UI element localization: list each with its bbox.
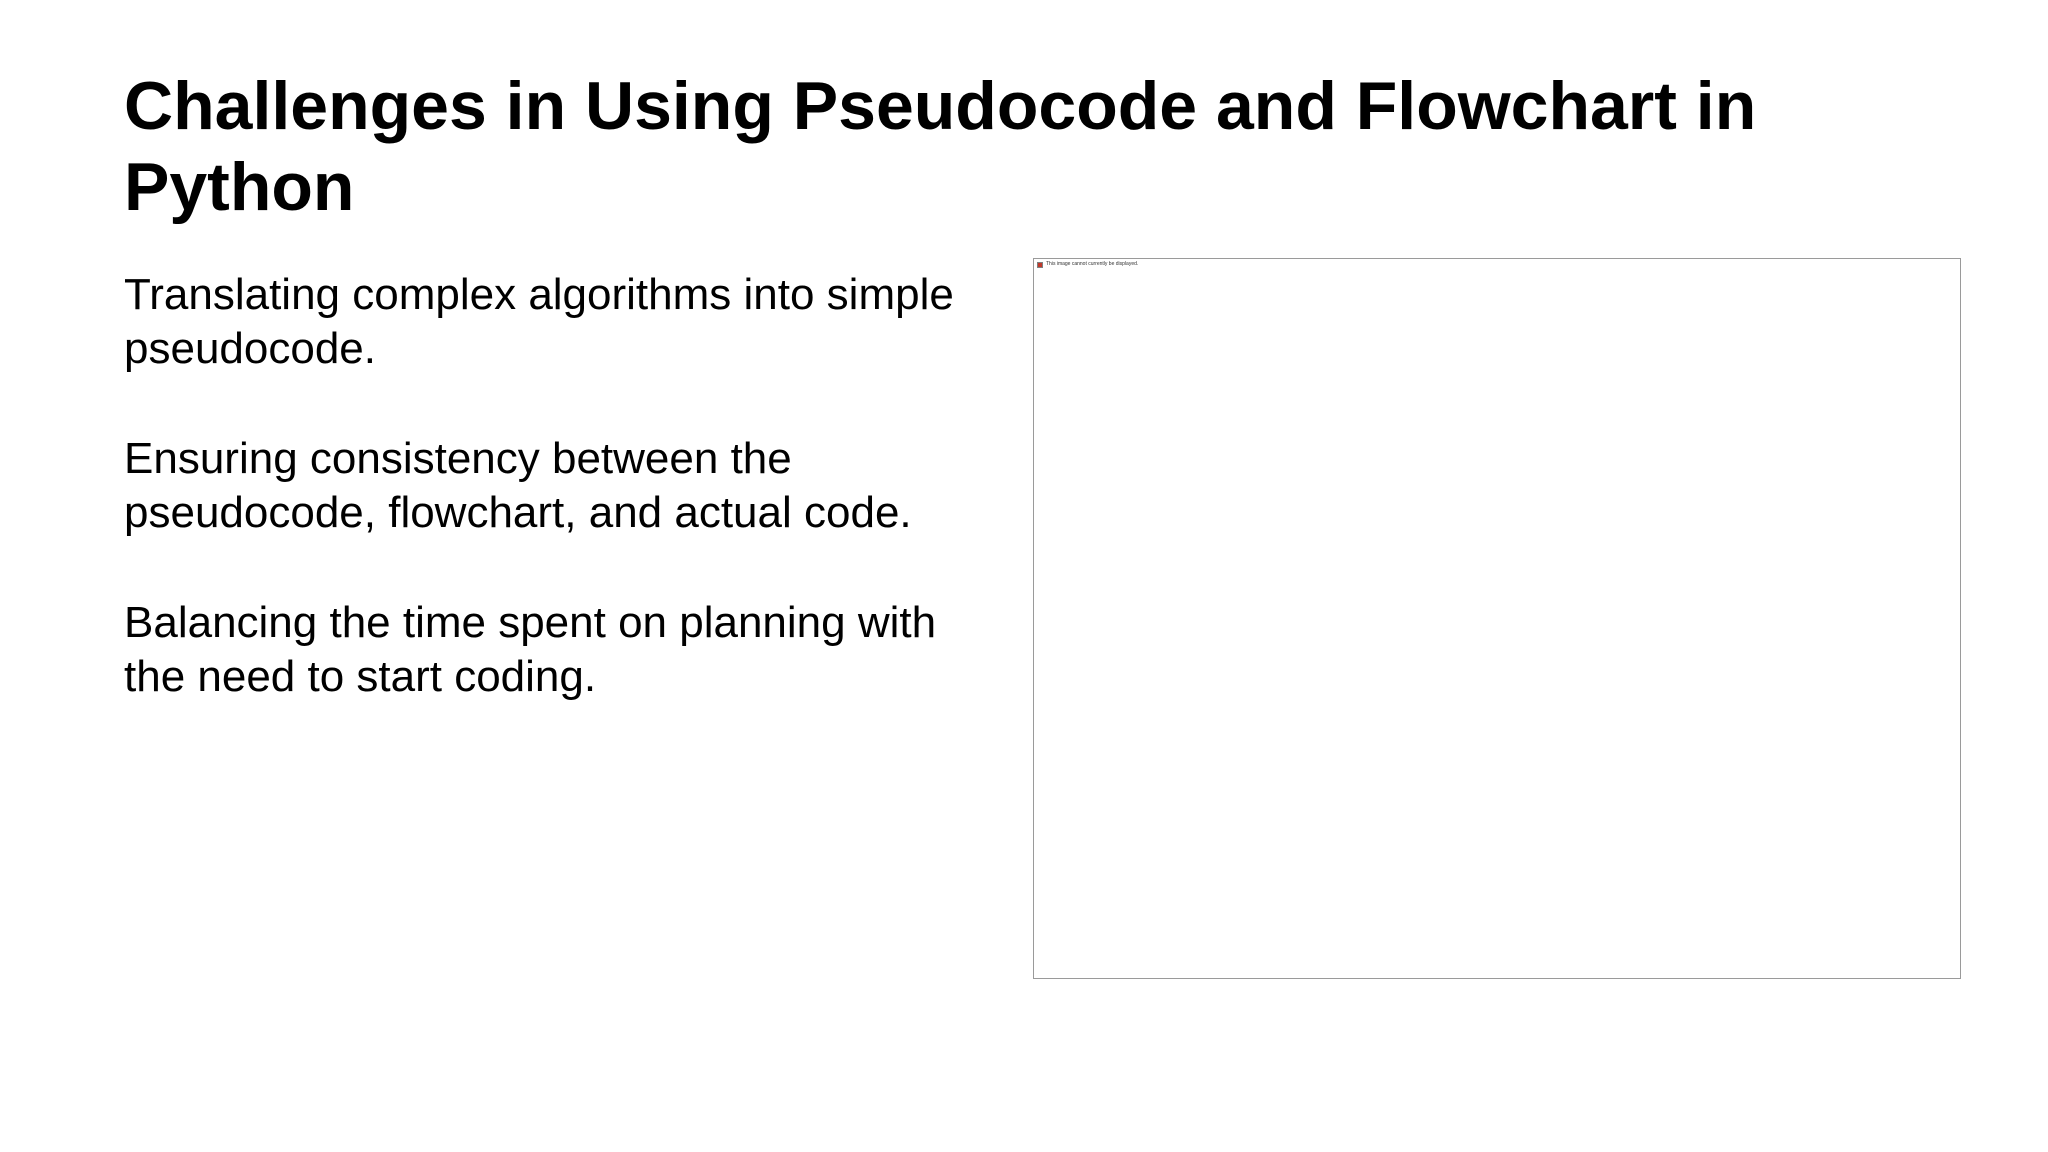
bullet-item: Translating complex algorithms into simple pseudocode.	[124, 270, 954, 373]
broken-image-icon	[1037, 262, 1043, 268]
image-alt-text: This image cannot currently be displayed.	[1046, 261, 1139, 267]
bullet-item: Balancing the time spent on planning with the need to start coding.	[124, 598, 937, 701]
slide-title: Challenges in Using Pseudocode and Flowchart in Python	[124, 68, 1757, 225]
bullet-list	[124, 268, 1004, 760]
bullet-item: Ensuring consistency between the pseudocode, flowchart, and actual code.	[124, 434, 912, 537]
image-placeholder	[1033, 258, 1961, 979]
